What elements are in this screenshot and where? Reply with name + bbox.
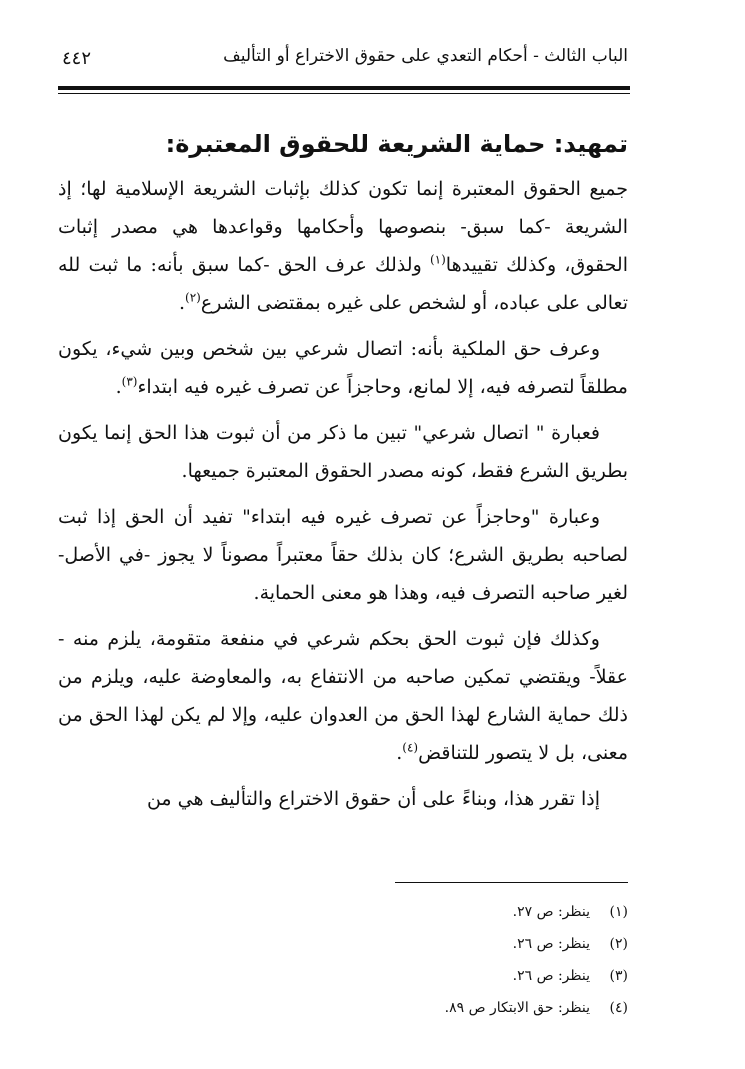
footnote-item: (٢)ينظر: ص ٢٦. [512, 936, 628, 952]
paragraph: إذا تقرر هذا، وبناءً على أن حقوق الاختراع والتأليف هي من [146, 788, 600, 810]
running-header [58, 44, 628, 80]
paragraph: جميع الحقوق المعتبرة إنما تكون كذلك بإثبات الشريعة الإسلامية لها؛ إذ الشريعة -كما سبق- بنصوصها وأحكامها وقواعدها هي مصدر إثبات الحقوق، وكذلك تقييدها$^{(١)}$ ولذلك عرف الحق -كما سبق بأنه: ما ثبت لله تعالى على عباده، أو لشخص على غيره بمقتضى الشرع$^{(٢)}$. [58, 178, 629, 314]
paragraph: وعبارة "وحاجزاً عن تصرف غيره فيه ابتداء" تفيد أن الحق إذا ثبت لصاحبه بطريق الشرع؛ كان بذلك حقاً معتبراً مصوناً لا يجوز -في الأصل- لغير صاحبه التصرف فيه، وهذا هو معنى الحماية. [58, 506, 628, 604]
footnote-item: (٣)ينظر: ص ٢٦. [512, 968, 628, 984]
section-title: تمهيد: حماية الشريعة للحقوق المعتبرة: [165, 130, 628, 158]
running-title: الباب الثالث - أحكام التعدي على حقوق الاختراع أو التأليف [223, 46, 628, 66]
page-number: ٤٤٢ [62, 48, 92, 69]
footnote-ref-2[interactable]: (٢) [185, 290, 201, 305]
footnote-ref-3[interactable]: (٣) [121, 374, 138, 389]
paragraph: فعبارة " اتصال شرعي" تبين ما ذكر من أن ثبوت هذا الحق إنما يكون بطريق الشرع فقط، كونه مصدر الحقوق المعتبرة جميعها. [58, 422, 628, 482]
body-text [58, 122, 628, 826]
footnote-ref-1[interactable]: (١) [429, 252, 446, 267]
header-rule-thin [58, 93, 630, 94]
footnote-separator [395, 882, 628, 883]
footnote-item: (١)ينظر: ص ٢٧. [512, 904, 628, 920]
footnote-item: (٤)ينظر: حق الابتكار ص ٨٩. [444, 1000, 628, 1016]
footnote-ref-4[interactable]: (٤) [402, 740, 419, 755]
footnotes [300, 896, 628, 1024]
paragraph: وكذلك فإن ثبوت الحق بحكم شرعي في منفعة متقومة، يلزم منه - عقلاً- ويقتضي تمكين صاحبه من الانتفاع به، والمعاوضة عليه، ويلزم من ذلك حماية الشارع لهذا الحق من العدوان عليه، وإلا لم يكن لهذا الحق من معنى، بل لا يتصور للتناقض$^{(٤)}$. [58, 628, 628, 764]
paragraph: وعرف حق الملكية بأنه: اتصال شرعي بين شخص وبين شيء، يكون مطلقاً لتصرفه فيه، إلا لمانع، وحاجزاً عن تصرف غيره فيه ابتداء$^{(٣)}$. [58, 338, 628, 398]
header-rule-thick [58, 86, 630, 90]
